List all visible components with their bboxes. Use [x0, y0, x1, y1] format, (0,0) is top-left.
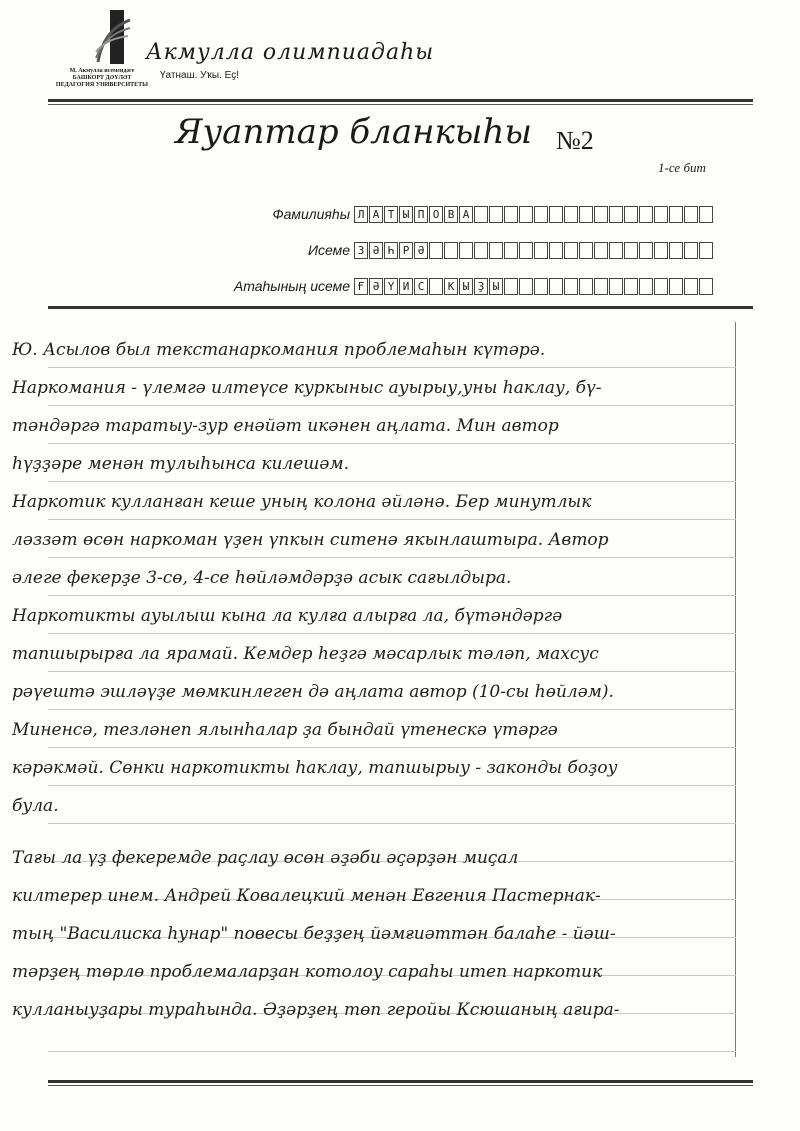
- letter-cell[interactable]: П: [414, 206, 428, 223]
- letter-cell[interactable]: З: [354, 242, 368, 259]
- letter-cell[interactable]: [519, 206, 533, 223]
- essay-line: тәрҙең төрлө проблемаларҙан котолоу сараһы итеп наркотик: [12, 962, 603, 982]
- letter-cell[interactable]: [639, 278, 653, 295]
- letter-cell[interactable]: [654, 242, 668, 259]
- letter-cell[interactable]: [504, 242, 518, 259]
- letter-cell[interactable]: Ғ: [354, 278, 368, 295]
- letter-cell[interactable]: [429, 242, 443, 259]
- letter-cell[interactable]: [519, 242, 533, 259]
- letter-cell[interactable]: К: [444, 278, 458, 295]
- letter-cell[interactable]: [564, 278, 578, 295]
- letter-cell[interactable]: Ы: [399, 206, 413, 223]
- letter-cell[interactable]: [639, 206, 653, 223]
- letter-cell[interactable]: [564, 242, 578, 259]
- letter-cell[interactable]: О: [429, 206, 443, 223]
- letter-cell[interactable]: Л: [354, 206, 368, 223]
- essay-line: кәрәкмәй. Сөнки наркотикты һаклау, тапшырыу - законды боҙоу: [12, 758, 618, 778]
- letter-cell[interactable]: [564, 206, 578, 223]
- letter-cell[interactable]: [474, 242, 488, 259]
- letter-cell[interactable]: [534, 206, 548, 223]
- form-number: №2: [556, 126, 594, 155]
- first-name-cells[interactable]: [354, 242, 714, 259]
- fields-rule: [48, 306, 753, 309]
- ruled-line: [48, 1051, 736, 1052]
- letter-cell[interactable]: В: [444, 206, 458, 223]
- letter-cell[interactable]: [594, 206, 608, 223]
- surname-field[interactable]: [200, 203, 714, 225]
- letter-cell[interactable]: [459, 242, 473, 259]
- essay-line: тәндәргә таратыу-зур енәйәт икәнен аңлата. Мин автор: [12, 416, 559, 436]
- essay-line: әлеге фекерҙе 3-сө, 4-се һөйләмдәрҙә асык сағылдыра.: [12, 568, 512, 588]
- letter-cell[interactable]: [549, 206, 563, 223]
- essay-line: Тағы ла үҙ фекеремде раҫлау өсөн әҙәби әҫәрҙән миҫал: [12, 848, 519, 868]
- letter-cell[interactable]: [699, 278, 713, 295]
- letter-cell[interactable]: [474, 206, 488, 223]
- essay-line: рәүештә эшләүҙе мөмкинлеген дә аңлата автор (10-сы һөйләм).: [12, 682, 614, 702]
- essay-line: Ю. Асылов был текстанаркомания проблемаһын күтәрә.: [12, 340, 546, 360]
- first-name-field[interactable]: [200, 239, 714, 261]
- essay-line: Наркотикты ауылыш кына ла кулға алырға ла, бүтәндәргә: [12, 606, 563, 626]
- first-name-label: Исеме: [307, 242, 350, 258]
- essay-line: тапшырырға ла ярамай. Кемдер һеҙгә мәсарлык тәләп, махсус: [12, 644, 599, 664]
- letter-cell[interactable]: [624, 242, 638, 259]
- university-name: М. Акмулла исемендәге БАШКОРТ ДӘҮЛӘТ ПЕДАГОГИЯ УНИВЕРСИТЕТЫ: [55, 68, 149, 88]
- letter-cell[interactable]: А: [459, 206, 473, 223]
- letter-cell[interactable]: Ә: [369, 242, 383, 259]
- letter-cell[interactable]: [579, 278, 593, 295]
- patronymic-field[interactable]: [200, 275, 714, 297]
- page-label: 1-се бит: [658, 160, 706, 175]
- letter-cell[interactable]: [624, 206, 638, 223]
- header-rule: [48, 99, 753, 102]
- letter-cell[interactable]: [549, 278, 563, 295]
- letter-cell[interactable]: [684, 242, 698, 259]
- essay-line: Миненсә, тезләнеп ялынһалар ҙа бындай үтенескә үтәргә: [12, 720, 558, 740]
- letter-cell[interactable]: [579, 242, 593, 259]
- patronymic-cells[interactable]: [354, 278, 714, 295]
- olympiad-title: Акмулла олимпиадаһы: [146, 40, 435, 65]
- letter-cell[interactable]: [579, 206, 593, 223]
- surname-label: Фамилияһы: [272, 206, 350, 222]
- letter-cell[interactable]: [654, 206, 668, 223]
- letter-cell[interactable]: [594, 242, 608, 259]
- letter-cell[interactable]: [609, 278, 623, 295]
- letter-cell[interactable]: А: [369, 206, 383, 223]
- letter-cell[interactable]: [684, 206, 698, 223]
- olympiad-motto: Үатнаш. Уҡы. Еҫ!: [160, 70, 240, 81]
- letter-cell[interactable]: Р: [399, 242, 413, 259]
- letter-cell[interactable]: [504, 278, 518, 295]
- letter-cell[interactable]: [444, 242, 458, 259]
- letter-cell[interactable]: Т: [384, 206, 398, 223]
- letter-cell[interactable]: Ү: [384, 278, 398, 295]
- university-logo-icon: [94, 8, 134, 66]
- letter-cell[interactable]: [699, 206, 713, 223]
- letter-cell[interactable]: Һ: [384, 242, 398, 259]
- patronymic-label: Атаһының исеме: [233, 278, 350, 294]
- form-title: Яуаптар бланкыһы: [175, 112, 533, 152]
- letter-cell[interactable]: [609, 206, 623, 223]
- letter-cell[interactable]: [534, 242, 548, 259]
- letter-cell[interactable]: [489, 206, 503, 223]
- letter-cell[interactable]: [639, 242, 653, 259]
- letter-cell[interactable]: [549, 242, 563, 259]
- footer-rule-thin: [48, 1085, 753, 1086]
- letter-cell[interactable]: [669, 278, 683, 295]
- letter-cell[interactable]: Ә: [369, 278, 383, 295]
- letter-cell[interactable]: [429, 278, 443, 295]
- letter-cell[interactable]: С: [414, 278, 428, 295]
- letter-cell[interactable]: [534, 278, 548, 295]
- letter-cell[interactable]: [489, 242, 503, 259]
- footer-rule: [48, 1080, 753, 1083]
- university-logo: [48, 8, 156, 90]
- essay-line: Наркотик кулланған кеше уның колона әйләнә. Бер минутлык: [12, 492, 592, 512]
- letter-cell[interactable]: [624, 278, 638, 295]
- letter-cell[interactable]: [519, 278, 533, 295]
- essay-line: килтерер инем. Андрей Ковалецкий менән Евгения Пастернак-: [12, 886, 601, 906]
- letter-cell[interactable]: Ы: [459, 278, 473, 295]
- letter-cell[interactable]: [654, 278, 668, 295]
- letter-cell[interactable]: [504, 206, 518, 223]
- header-rule-thin: [48, 104, 753, 105]
- letter-cell[interactable]: [669, 242, 683, 259]
- letter-cell[interactable]: И: [399, 278, 413, 295]
- essay-line: тың "Василиска һунар" повесы беҙҙең йәмғиәттән балаһе - йәш-: [12, 924, 616, 944]
- essay-line: була.: [12, 796, 59, 816]
- essay-line: кулланыуҙары тураһында. Әҙәрҙең төп геройы Ксюшаның ағира-: [12, 1000, 620, 1020]
- letter-cell[interactable]: Ә: [414, 242, 428, 259]
- essay-line: Наркомания - үлемгә илтеүсе куркыныс ауырыу,уны һаклау, бү-: [12, 378, 602, 398]
- letter-cell[interactable]: [684, 278, 698, 295]
- essay-line: һүҙҙәре менән тулыһынса килешәм.: [12, 454, 349, 474]
- letter-cell[interactable]: [609, 242, 623, 259]
- essay-line: ләззәт өсөн наркоман үҙен үпкын ситенә якынлаштыра. Автор: [12, 530, 609, 550]
- letter-cell[interactable]: [669, 206, 683, 223]
- letter-cell[interactable]: [699, 242, 713, 259]
- letter-cell[interactable]: Ҙ: [474, 278, 488, 295]
- letter-cell[interactable]: [594, 278, 608, 295]
- letter-cell[interactable]: Ы: [489, 278, 503, 295]
- surname-cells[interactable]: [354, 206, 714, 223]
